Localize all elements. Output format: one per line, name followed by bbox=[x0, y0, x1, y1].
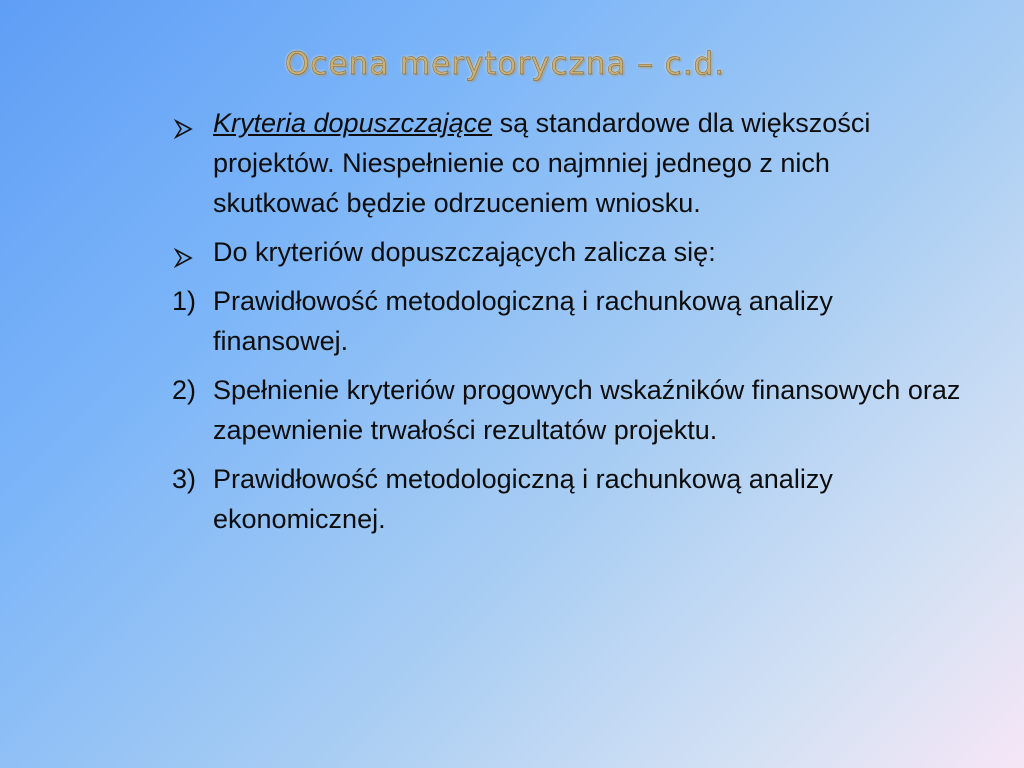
arrow-bullet-icon bbox=[172, 232, 212, 272]
numbered-item bbox=[172, 370, 962, 450]
bullet-item bbox=[172, 103, 962, 223]
item-number: 1) bbox=[172, 286, 197, 316]
item-text: Prawidłowość metodologiczną i rachunkową analizy finansowej. bbox=[213, 286, 833, 356]
item-text: Prawidłowość metodologiczną i rachunkową analizy ekonomicznej. bbox=[213, 464, 833, 534]
bullet-text: Do kryteriów dopuszczających zalicza się: bbox=[213, 237, 716, 267]
bullet-text: są standardowe dla większości projektów. Niespełnienie co najmniej jednego z nich skutkować będzie odrzuceniem wniosku. bbox=[213, 108, 871, 218]
slide-content bbox=[172, 103, 962, 548]
item-text: Spełnienie kryteriów progowych wskaźników finansowych oraz zapewnienie trwałości rezultatów projektu. bbox=[213, 375, 961, 445]
arrow-bullet-icon bbox=[172, 103, 212, 143]
bullet-item bbox=[172, 232, 962, 272]
item-number: 3) bbox=[172, 464, 197, 494]
slide-title: Ocena merytoryczna – c.d. bbox=[284, 46, 726, 82]
numbered-item bbox=[172, 459, 962, 539]
item-number: 2) bbox=[172, 375, 197, 405]
numbered-item bbox=[172, 281, 962, 361]
bullet-emphasis: Kryteria dopuszczające bbox=[213, 108, 493, 138]
